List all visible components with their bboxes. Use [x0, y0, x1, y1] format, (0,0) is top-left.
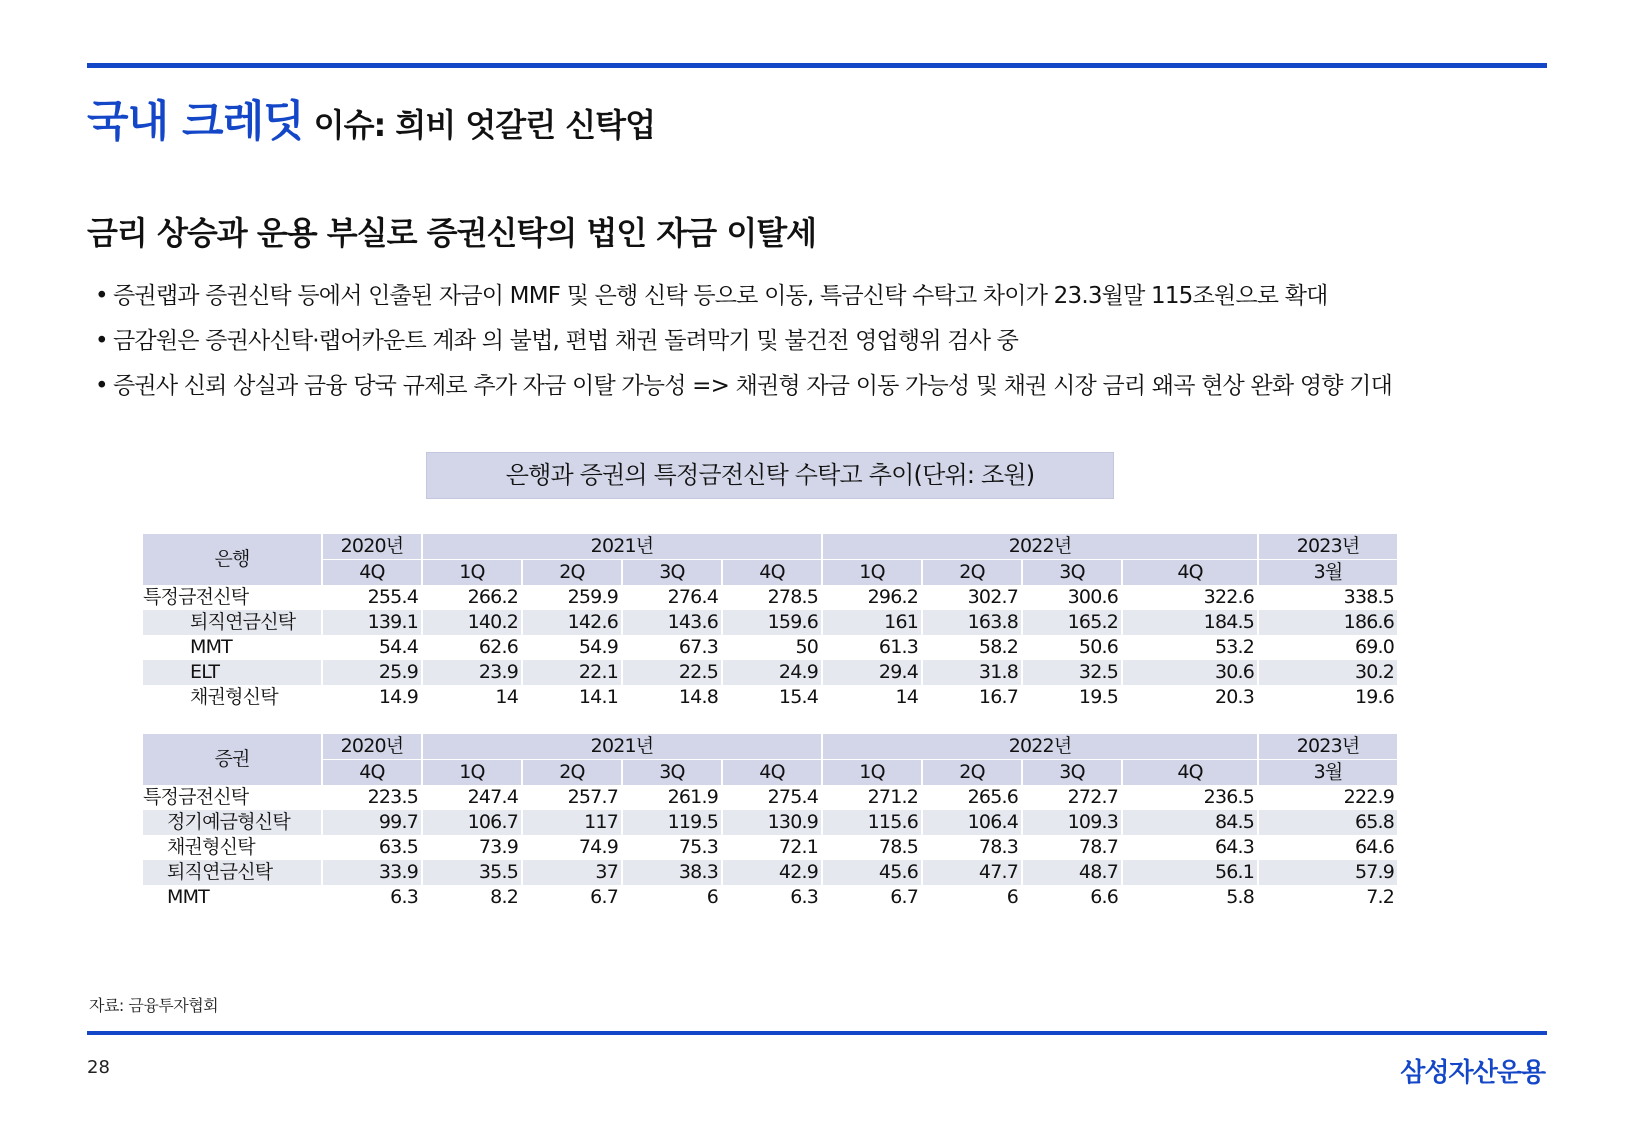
year-header: 2021년	[421, 534, 821, 559]
table-cell: 78.5	[878, 836, 919, 858]
table-cell: 275.4	[767, 786, 819, 808]
table-title: 은행과 증권의 특정금전신탁 수탁고 추이(단위: 조원)	[426, 452, 1114, 499]
year-header: 2023년	[1257, 534, 1397, 559]
table-cell: 161	[821, 610, 921, 635]
table-cell: 61.3	[878, 636, 919, 658]
year-header: 2020년	[321, 534, 421, 559]
row-label: MMT	[167, 886, 209, 908]
table-row	[143, 810, 1397, 835]
table-cell: 119.5	[621, 810, 721, 835]
table-cell: 5.8	[1226, 886, 1255, 908]
table-cell: 259.9	[567, 586, 618, 608]
table-cell: 24.9	[721, 660, 821, 685]
table-cell: 115.6	[821, 810, 921, 835]
bullet-mark: •	[95, 328, 108, 354]
page-number: 28	[87, 1057, 110, 1078]
quarter-header: 3Q	[621, 559, 721, 585]
table-cell: 65.8	[1257, 810, 1397, 835]
table-cell: 23.9	[421, 660, 521, 685]
securities-corner-label: 증권	[143, 734, 321, 785]
table-cell: 302.7	[967, 586, 1019, 608]
bullet-mark: •	[95, 373, 108, 399]
securities-trust-table	[143, 734, 1397, 910]
quarter-header: 4Q	[721, 759, 821, 785]
table-cell: 50	[795, 636, 819, 658]
table-cell: 54.9	[578, 636, 618, 658]
table-cell: 19.5	[1078, 686, 1119, 708]
bullet-list	[95, 278, 1392, 413]
table-cell: 14	[495, 686, 518, 708]
table-cell: 38.3	[621, 860, 721, 885]
table-cell: 186.6	[1257, 610, 1397, 635]
quarter-header: 2Q	[521, 559, 621, 585]
table-cell: 266.2	[467, 586, 518, 608]
table-cell: 63.5	[378, 836, 418, 858]
table-row	[143, 610, 1397, 635]
table-row	[143, 585, 1397, 610]
table-cell: 109.3	[1021, 810, 1121, 835]
table-cell: 37	[521, 860, 621, 885]
row-label: 특정금전신탁	[143, 586, 249, 608]
row-label: 채권형신탁	[167, 836, 255, 858]
table-cell: 6.3	[390, 886, 418, 908]
table-cell: 338.5	[1343, 586, 1395, 608]
quarter-header: 3Q	[1021, 759, 1121, 785]
table-cell: 271.2	[867, 786, 919, 808]
top-rule	[87, 63, 1547, 68]
table-cell: 222.9	[1343, 786, 1395, 808]
table-cell: 140.2	[421, 610, 521, 635]
table-cell: 272.7	[1067, 786, 1119, 808]
year-header: 2021년	[421, 734, 821, 759]
row-label: 특정금전신탁	[143, 786, 249, 808]
source-note: 자료: 금융투자협회	[89, 996, 219, 1015]
bullet-text: 금감원은 증권사신탁·랩어카운트 계좌 의 불법, 편법 채권 돌려막기 및 불건전 영업행위 검사 중	[113, 328, 1019, 354]
table-cell: 257.7	[567, 786, 618, 808]
table-cell: 20.3	[1214, 686, 1255, 708]
quarter-header: 1Q	[821, 559, 921, 585]
table-cell: 278.5	[767, 586, 819, 608]
bullet-item	[95, 323, 1392, 368]
table-cell: 78.3	[978, 836, 1019, 858]
table-row	[143, 685, 1397, 710]
table-cell: 6	[706, 886, 718, 908]
table-row	[143, 835, 1397, 860]
row-label: ELT	[143, 660, 321, 685]
row-label: MMT	[190, 636, 232, 658]
quarter-header: 2Q	[921, 759, 1021, 785]
table-row	[143, 785, 1397, 810]
bullet-item	[95, 368, 1392, 413]
table-cell: 35.5	[421, 860, 521, 885]
table-cell: 32.5	[1021, 660, 1121, 685]
table-cell: 296.2	[867, 586, 919, 608]
bullet-item	[95, 278, 1392, 323]
table-cell: 6	[1006, 886, 1019, 908]
quarter-header: 4Q	[721, 559, 821, 585]
table-cell: 62.6	[478, 636, 518, 658]
bottom-rule	[87, 1031, 1547, 1035]
table-cell: 14	[895, 686, 919, 708]
quarter-header: 1Q	[421, 759, 521, 785]
table-cell: 72.1	[778, 836, 819, 858]
table-cell: 247.4	[467, 786, 518, 808]
table-cell: 7.2	[1366, 886, 1395, 908]
table-cell: 236.5	[1203, 786, 1255, 808]
table-cell: 130.9	[721, 810, 821, 835]
table-cell: 143.6	[621, 610, 721, 635]
bullet-text: 증권랩과 증권신탁 등에서 인출된 자금이 MMF 및 은행 신탁 등으로 이동, 특금신탁 수탁고 차이가 23.3월말 115조원으로 확대	[113, 283, 1328, 309]
table-cell: 33.9	[321, 860, 421, 885]
quarter-header: 4Q	[1121, 559, 1257, 585]
bank-corner-label: 은행	[143, 534, 321, 585]
table-cell: 265.6	[967, 786, 1019, 808]
quarter-header: 1Q	[821, 759, 921, 785]
quarter-header: 1Q	[421, 559, 521, 585]
quarter-header: 2Q	[921, 559, 1021, 585]
section-headline: 금리 상승과 운용 부실로 증권신탁의 법인 자금 이탈세	[87, 214, 817, 252]
table-cell: 57.9	[1257, 860, 1397, 885]
table-cell: 22.1	[521, 660, 621, 685]
table-cell: 15.4	[778, 686, 819, 708]
quarter-header: 4Q	[321, 759, 421, 785]
table-cell: 56.1	[1121, 860, 1257, 885]
year-header: 2022년	[821, 734, 1257, 759]
table-cell: 6.3	[790, 886, 819, 908]
quarter-header: 3Q	[621, 759, 721, 785]
table-cell: 50.6	[1078, 636, 1119, 658]
table-row	[143, 885, 1397, 910]
table-cell: 69.0	[1354, 636, 1395, 658]
table-cell: 106.4	[921, 810, 1021, 835]
table-cell: 64.6	[1354, 836, 1395, 858]
table-cell: 30.6	[1121, 660, 1257, 685]
quarter-header: 4Q	[321, 559, 421, 585]
page-title-sub: 이슈: 희비 엇갈린 신탁업	[313, 106, 656, 144]
quarter-header: 2Q	[521, 759, 621, 785]
table-cell: 139.1	[321, 610, 421, 635]
year-header: 2023년	[1257, 734, 1397, 759]
table-cell: 45.6	[821, 860, 921, 885]
table-cell: 184.5	[1121, 610, 1257, 635]
table-cell: 14.1	[578, 686, 618, 708]
year-header: 2020년	[321, 734, 421, 759]
table-cell: 142.6	[521, 610, 621, 635]
table-cell: 31.8	[921, 660, 1021, 685]
quarter-header: 3월	[1257, 559, 1397, 585]
table-cell: 6.7	[890, 886, 919, 908]
table-cell: 58.2	[978, 636, 1019, 658]
company-logo: 삼성자산운용	[1400, 1058, 1545, 1088]
row-label: 퇴직연금신탁	[143, 860, 321, 885]
quarter-header: 3월	[1257, 759, 1397, 785]
table-cell: 42.9	[721, 860, 821, 885]
table-cell: 73.9	[478, 836, 518, 858]
quarter-header: 4Q	[1121, 759, 1257, 785]
table-row	[143, 635, 1397, 660]
table-cell: 165.2	[1021, 610, 1121, 635]
row-label: 정기예금형신탁	[143, 810, 321, 835]
table-cell: 22.5	[621, 660, 721, 685]
table-cell: 255.4	[367, 586, 418, 608]
row-label: 퇴직연금신탁	[143, 610, 321, 635]
table-cell: 74.9	[578, 836, 618, 858]
row-label: 채권형신탁	[190, 686, 278, 708]
table-cell: 6.7	[590, 886, 618, 908]
page-title	[87, 88, 655, 148]
table-cell: 75.3	[678, 836, 718, 858]
table-cell: 64.3	[1214, 836, 1255, 858]
table-cell: 14.9	[378, 686, 418, 708]
table-cell: 6.6	[1090, 886, 1119, 908]
table-cell: 25.9	[321, 660, 421, 685]
table-cell: 163.8	[921, 610, 1021, 635]
quarter-header: 3Q	[1021, 559, 1121, 585]
table-cell: 54.4	[378, 636, 418, 658]
page-title-main: 국내 크레딧	[87, 97, 304, 147]
table-cell: 30.2	[1257, 660, 1397, 685]
table-cell: 99.7	[321, 810, 421, 835]
table-cell: 300.6	[1067, 586, 1119, 608]
table-cell: 19.6	[1354, 686, 1395, 708]
table-cell: 223.5	[367, 786, 418, 808]
table-cell: 8.2	[490, 886, 518, 908]
table-cell: 47.7	[921, 860, 1021, 885]
table-cell: 14.8	[678, 686, 718, 708]
year-header: 2022년	[821, 534, 1257, 559]
table-row	[143, 660, 1397, 685]
bank-trust-table	[143, 534, 1397, 710]
table-cell: 117	[521, 810, 621, 835]
table-cell: 16.7	[978, 686, 1019, 708]
table-cell: 78.7	[1078, 836, 1119, 858]
bullet-mark: •	[95, 283, 108, 309]
table-cell: 48.7	[1021, 860, 1121, 885]
bullet-text: 증권사 신뢰 상실과 금융 당국 규제로 추가 자금 이탈 가능성 => 채권형 자금 이동 가능성 및 채권 시장 금리 왜곡 현상 완화 영향 기대	[113, 373, 1393, 399]
table-cell: 322.6	[1203, 586, 1255, 608]
table-row	[143, 860, 1397, 885]
table-cell: 106.7	[421, 810, 521, 835]
table-cell: 53.2	[1214, 636, 1255, 658]
table-cell: 276.4	[667, 586, 718, 608]
table-cell: 29.4	[821, 660, 921, 685]
table-cell: 67.3	[678, 636, 718, 658]
table-cell: 84.5	[1121, 810, 1257, 835]
table-cell: 261.9	[667, 786, 718, 808]
table-cell: 159.6	[721, 610, 821, 635]
